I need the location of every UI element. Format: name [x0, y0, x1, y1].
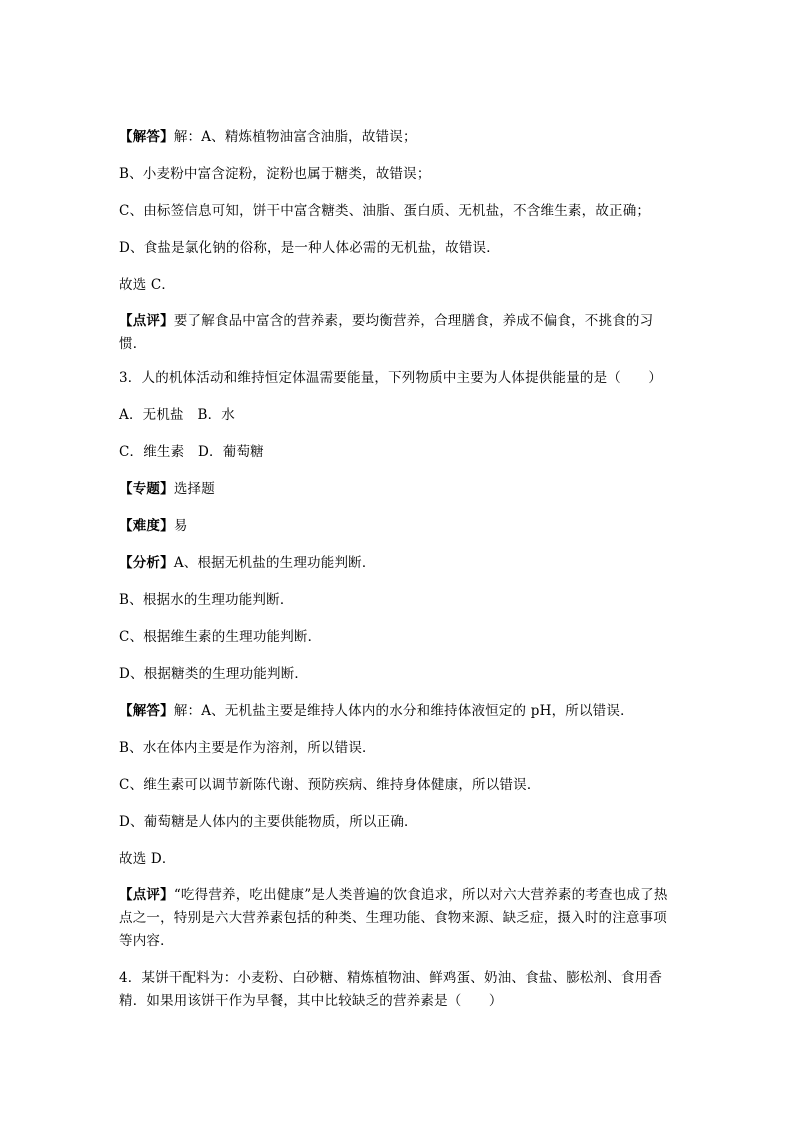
answer-text: D、食盐是氯化钠的俗称，是一种人体必需的无机盐，故错误． [119, 240, 500, 256]
answer-line-d [119, 239, 679, 258]
analysis-line-b [119, 591, 679, 610]
difficulty-line [119, 517, 679, 536]
analysis-tag: 【分析】 [119, 555, 174, 571]
analysis-line-c [119, 628, 679, 647]
question-3-options-ab [119, 406, 679, 425]
comment-paragraph [119, 310, 679, 356]
answer2-choice-line [119, 850, 679, 869]
analysis-text: C、根据维生素的生理功能判断． [119, 629, 322, 645]
answer-line-c [119, 202, 679, 221]
answer-choice-line [119, 276, 679, 295]
topic-line [119, 480, 679, 499]
comment-text: 要了解食品中富含的营养素，要均衡营养，合理膳食，养成不偏食，不挑食的习惯． [119, 313, 654, 352]
difficulty-text: 易 [173, 518, 188, 534]
answer-text: B、小麦粉中富含淀粉，淀粉也属于糖类，故错误； [119, 166, 431, 182]
answer-text: C、维生素可以调节新陈代谢、预防疾病、维持身体健康，所以错误． [119, 777, 541, 793]
analysis-line-d [119, 665, 679, 684]
answer2-line-c [119, 776, 679, 795]
answer-text: C、由标签信息可知，饼干中富含糖类、油脂、蛋白质、无机盐，不含维生素，故正确； [119, 203, 651, 219]
comment-text: “吃得营养，吃出健康”是人类普遍的饮食追求，所以对六大营养素的考查也成了热点之一，特别是六大营养素包括的种类、生理功能、食物来源、缺乏症，摄入时的注意事项等内容． [119, 887, 668, 949]
answer-line-b [119, 165, 679, 184]
option-text: A．无机盐 B．水 [119, 407, 235, 423]
difficulty-tag: 【难度】 [119, 518, 174, 534]
answer-text: 解：A、无机盐主要是维持人体内的水分和维持体液恒定的 pH，所以错误． [173, 703, 634, 719]
topic-text: 选择题 [173, 481, 215, 497]
answer2-line-a [119, 702, 679, 721]
comment-tag: 【点评】 [119, 887, 174, 903]
answer-tag: 【解答】 [119, 703, 174, 719]
comment-tag: 【点评】 [119, 313, 174, 329]
answer-text: D、葡萄糖是人体内的主要供能物质，所以正确． [119, 814, 418, 830]
answer-tag: 【解答】 [119, 129, 174, 145]
answer2-line-d [119, 813, 679, 832]
question-3 [119, 369, 679, 388]
analysis-text: B、根据水的生理功能判断． [119, 592, 294, 608]
question-3-options-cd [119, 443, 679, 462]
question-text: 3．人的机体活动和维持恒定体温需要能量，下列物质中主要为人体提供能量的是（ ） [119, 370, 663, 386]
answer2-line-b [119, 739, 679, 758]
answer-text: 解：A、精炼植物油富含油脂，故错误； [173, 129, 417, 145]
answer-text: B、水在体内主要是作为溶剂，所以错误． [119, 740, 376, 756]
analysis-line-a [119, 554, 679, 573]
question-4 [119, 967, 679, 1013]
answer-intro-line [119, 128, 679, 147]
answer-choice: 故选 C． [119, 277, 176, 293]
analysis-text: D、根据糖类的生理功能判断． [119, 666, 309, 682]
topic-tag: 【专题】 [119, 481, 174, 497]
comment2-paragraph [119, 884, 679, 953]
answer-choice: 故选 D． [119, 851, 176, 867]
analysis-text: A、根据无机盐的生理功能判断． [173, 555, 376, 571]
question-text: 4．某饼干配料为：小麦粉、白砂糖、精炼植物油、鲜鸡蛋、奶油、食盐、膨松剂、食用香精．如果用该饼干作为早餐，其中比较缺乏的营养素是（ ） [119, 970, 663, 1009]
option-text: C．维生素 D．葡萄糖 [119, 444, 264, 460]
